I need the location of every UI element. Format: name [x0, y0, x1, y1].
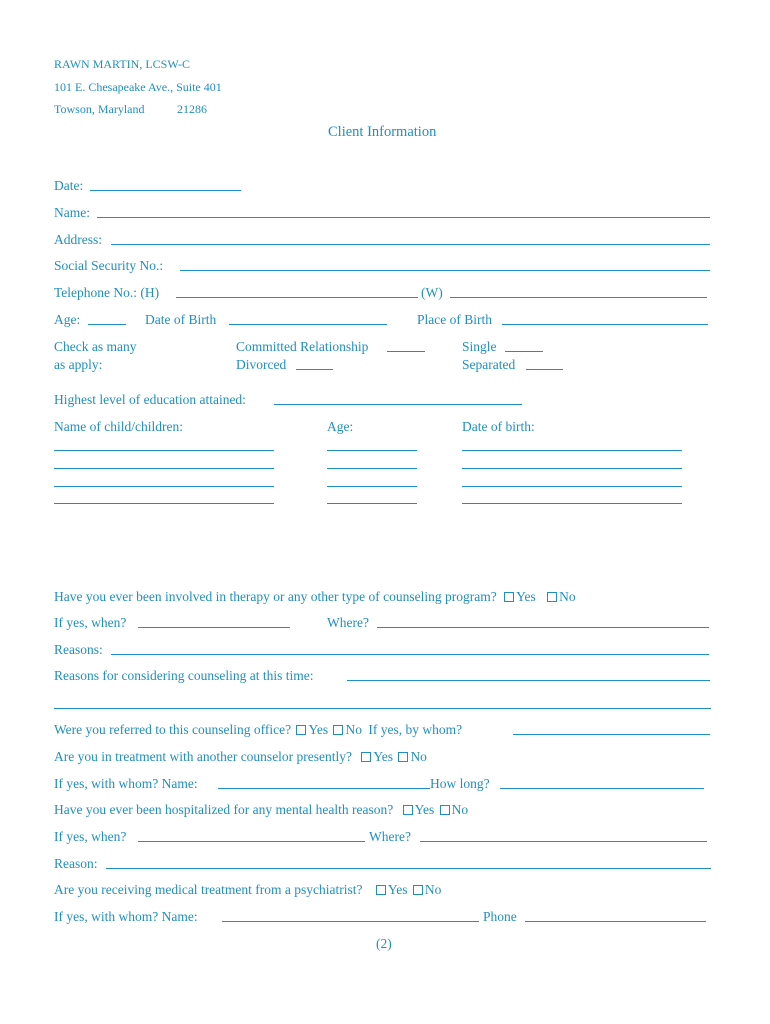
checkbox-icon[interactable]: [547, 592, 557, 602]
by-whom-field[interactable]: [513, 734, 710, 735]
counselor-name-field[interactable]: [218, 788, 430, 789]
therapy-where-field[interactable]: [377, 627, 709, 628]
therapy-question-text: Have you ever been involved in therapy or any other type of counseling program?: [54, 589, 497, 604]
telephone-work-field[interactable]: [450, 297, 707, 298]
child-dob-field[interactable]: [462, 503, 682, 504]
telephone-home-field[interactable]: [176, 297, 418, 298]
age-label: Age:: [54, 312, 81, 327]
divorced-field[interactable]: [296, 369, 333, 370]
age-field[interactable]: [88, 324, 126, 325]
treatment-question-text: Are you in treatment with another counselor presently?: [54, 749, 353, 764]
children-name-label: Name of child/children:: [54, 419, 183, 434]
single-field[interactable]: [505, 351, 543, 352]
hospital-where-label: Where?: [369, 829, 411, 844]
telephone-home-label: Telephone No.: (H): [54, 285, 160, 300]
committed-field[interactable]: [387, 351, 425, 352]
name-field[interactable]: [97, 217, 710, 218]
ssn-label: Social Security No.:: [54, 258, 164, 273]
by-whom-label: If yes, by whom?: [368, 722, 463, 737]
checkbox-icon[interactable]: [376, 885, 386, 895]
street-address: 101 E. Chesapeake Ave., Suite 401: [54, 80, 222, 94]
checkbox-icon[interactable]: [333, 725, 343, 735]
separated-label: Separated: [462, 357, 516, 372]
child-age-field[interactable]: [327, 450, 417, 451]
phone-label: Phone: [483, 909, 517, 924]
separated-field[interactable]: [526, 369, 563, 370]
child-name-field[interactable]: [54, 450, 274, 451]
children-dob-label: Date of birth:: [462, 419, 535, 434]
dob-field[interactable]: [229, 324, 387, 325]
single-label: Single: [462, 339, 497, 354]
referred-question-text: Were you referred to this counseling office?: [54, 722, 292, 737]
pob-label: Place of Birth: [417, 312, 492, 327]
therapy-where-label: Where?: [327, 615, 369, 630]
checkbox-icon[interactable]: [398, 752, 408, 762]
ssn-field[interactable]: [180, 270, 710, 271]
reasons-now-label: Reasons for considering counseling at this time:: [54, 668, 314, 683]
hospital-when-label: If yes, when?: [54, 829, 127, 844]
checkbox-icon[interactable]: [296, 725, 306, 735]
page-title: Client Information: [328, 124, 437, 140]
checkbox-icon[interactable]: [403, 805, 413, 815]
referred-yes-option[interactable]: Yes: [296, 722, 328, 737]
pob-field[interactable]: [502, 324, 708, 325]
hospitalized-no-option[interactable]: No: [440, 802, 469, 817]
checkbox-icon[interactable]: [361, 752, 371, 762]
psychiatrist-question-text: Are you receiving medical treatment from a psychiatrist?: [54, 882, 363, 897]
dob-label: Date of Birth: [145, 312, 217, 327]
checkbox-icon[interactable]: [413, 885, 423, 895]
hospitalized-yes-option[interactable]: Yes: [403, 802, 435, 817]
address-field[interactable]: [111, 244, 710, 245]
therapy-yes-option[interactable]: Yes: [504, 589, 536, 604]
child-age-field[interactable]: [327, 503, 417, 504]
children-age-label: Age:: [327, 419, 354, 434]
how-long-field[interactable]: [500, 788, 704, 789]
child-name-field[interactable]: [54, 468, 274, 469]
therapy-when-label: If yes, when?: [54, 615, 127, 630]
date-field[interactable]: [90, 190, 241, 191]
referred-question: [54, 722, 462, 738]
telephone-work-label: (W): [421, 285, 443, 300]
child-dob-field[interactable]: [462, 468, 682, 469]
reason-field[interactable]: [106, 868, 711, 869]
psychiatrist-name-field[interactable]: [222, 921, 479, 922]
practitioner-name: RAWN MARTIN, LCSW-C: [54, 57, 190, 71]
check-instruction-2: as apply:: [54, 357, 103, 372]
child-dob-field[interactable]: [462, 450, 682, 451]
how-long-label: How long?: [430, 776, 490, 791]
child-name-field[interactable]: [54, 486, 274, 487]
zip-code: 21286: [177, 102, 207, 116]
therapy-question: [54, 589, 576, 605]
divorced-label: Divorced: [236, 357, 287, 372]
hospital-when-field[interactable]: [138, 841, 365, 842]
reason-label: Reason:: [54, 856, 98, 871]
address-label: Address:: [54, 232, 102, 247]
treatment-no-option[interactable]: No: [398, 749, 427, 764]
checkbox-icon[interactable]: [504, 592, 514, 602]
committed-label: Committed Relationship: [236, 339, 369, 354]
referred-no-option[interactable]: No: [333, 722, 362, 737]
date-label: Date:: [54, 178, 84, 193]
education-label: Highest level of education attained:: [54, 392, 246, 407]
psychiatrist-question: [54, 882, 441, 898]
counselor-name-label: If yes, with whom? Name:: [54, 776, 198, 791]
child-name-field[interactable]: [54, 503, 274, 504]
child-age-field[interactable]: [327, 468, 417, 469]
therapy-no-option[interactable]: No: [547, 589, 576, 604]
education-field[interactable]: [274, 404, 522, 405]
psychiatrist-no-option[interactable]: No: [413, 882, 442, 897]
page-number: (2): [376, 936, 392, 951]
reasons-now-field-line2[interactable]: [54, 708, 711, 709]
city-state: Towson, Maryland: [54, 102, 145, 116]
reasons-now-field[interactable]: [347, 680, 710, 681]
hospitalized-question: [54, 802, 468, 818]
reasons-field[interactable]: [111, 654, 709, 655]
treatment-yes-option[interactable]: Yes: [361, 749, 393, 764]
name-label: Name:: [54, 205, 90, 220]
psychiatrist-yes-option[interactable]: Yes: [376, 882, 408, 897]
reasons-label: Reasons:: [54, 642, 103, 657]
therapy-when-field[interactable]: [138, 627, 290, 628]
treatment-question: [54, 749, 427, 765]
hospitalized-question-text: Have you ever been hospitalized for any mental health reason?: [54, 802, 394, 817]
hospital-where-field[interactable]: [420, 841, 707, 842]
psychiatrist-name-label: If yes, with whom? Name:: [54, 909, 198, 924]
check-instruction-1: Check as many: [54, 339, 137, 354]
phone-field[interactable]: [525, 921, 706, 922]
checkbox-icon[interactable]: [440, 805, 450, 815]
child-age-field[interactable]: [327, 486, 417, 487]
child-dob-field[interactable]: [462, 486, 682, 487]
